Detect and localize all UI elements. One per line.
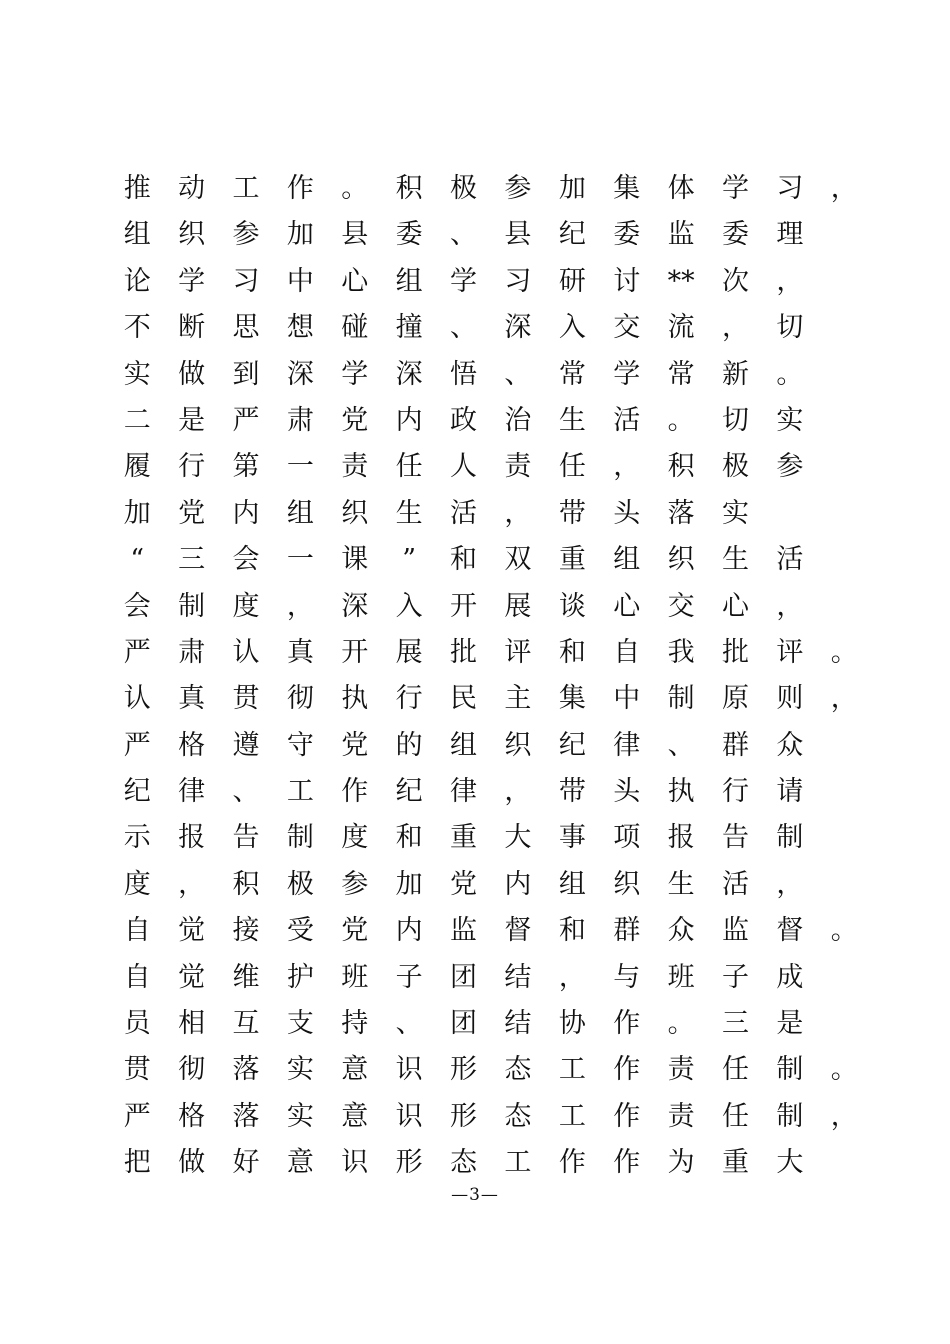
text-line: “ 三 会 一 课 ” 和 双 重 组 织 生 活 — [130, 544, 804, 576]
text-line: 实 做 到 深 学 深 悟 、 常 学 常 新 。 — [123, 358, 804, 390]
text-line: 纪 律 、 工 作 纪 律 ， 带 头 执 行 请 — [123, 776, 804, 808]
text-line: 推 动 工 作 。 积 极 参 加 集 体 学 习 ， — [123, 173, 858, 204]
text-line: 组 织 参 加 县 委 、 县 纪 委 监 委 理 — [123, 219, 804, 251]
text-line: 二 是 严 肃 党 内 政 治 生 活 。 切 实 — [123, 404, 804, 436]
text-line: 示 报 告 制 度 和 重 大 事 项 报 告 制 — [123, 822, 804, 854]
text-line: 加 党 内 组 织 生 活 ， 带 头 落 实 — [123, 497, 749, 529]
text-line: 不 断 思 想 碰 撞 、 深 入 交 流 ， 切 — [123, 312, 804, 344]
text-line: 严 肃 认 真 开 展 批 评 和 自 我 批 评 。 — [123, 636, 858, 668]
text-line: 度 ， 积 极 参 加 党 内 组 织 生 活 ， — [123, 868, 804, 900]
page-number: —3— — [451, 1185, 499, 1205]
text-line: 自 觉 接 受 党 内 监 督 和 群 众 监 督 。 — [123, 915, 858, 947]
text-line: 认 真 贯 彻 执 行 民 主 集 中 制 原 则 ， — [123, 683, 858, 715]
text-line: 严 格 遵 守 党 的 组 织 纪 律 、 群 众 — [123, 729, 804, 761]
text-line: 把 做 好 意 识 形 态 工 作 作 为 重 大 — [123, 1147, 804, 1179]
text-line: 贯 彻 落 实 意 识 形 态 工 作 责 任 制 。 — [123, 1054, 858, 1086]
text-line: 论 学 习 中 心 组 学 习 研 讨 ** 次 ， — [123, 265, 804, 297]
text-line: 会 制 度 ， 深 入 开 展 谈 心 交 心 ， — [123, 590, 804, 622]
text-line: 自 觉 维 护 班 子 团 结 ， 与 班 子 成 — [123, 961, 804, 993]
text-line: 履 行 第 一 责 任 人 责 任 ， 积 极 参 — [123, 451, 804, 483]
text-line: 员 相 互 支 持 、 团 结 协 作 。 三 是 — [123, 1008, 804, 1040]
body-text — [110, 166, 870, 1187]
text-line: 严 格 落 实 意 识 形 态 工 作 责 任 制 ， — [123, 1100, 858, 1132]
